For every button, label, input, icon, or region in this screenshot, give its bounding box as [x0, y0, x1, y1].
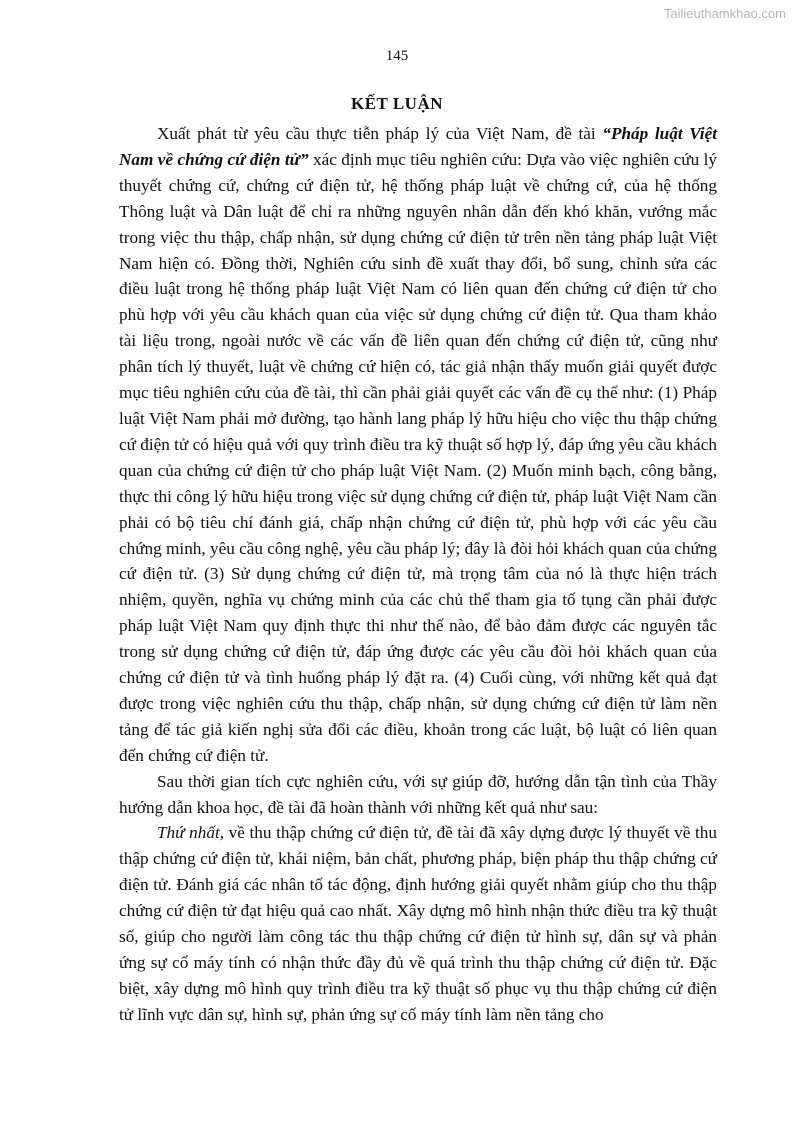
- paragraph-1-intro: Xuất phát từ yêu cầu thực tiễn pháp lý của Việt Nam, đề tài: [157, 124, 603, 143]
- paragraph-3-text: về thu thập chứng cứ điện tử, đề tài đã xây dựng được lý thuyết về thu thập chứng cứ điện tử, khái niệm, bản chất, phương pháp, biện pháp thu thập chứng cứ điện tử. Đánh giá các nhân tố tác động, định hướng giải quyết nhằm giúp cho thu thập chứng cứ điện tử đạt hiệu quả cao nhất. Xây dựng mô hình nhận thức điều tra kỹ thuật số, giúp cho người làm công tác thu thập chứng cứ điện tử hình sự, dân sự và phản ứng sự cố máy tính có nhận thức đầy đủ về quá trình thu thập chứng cứ điện tử. Đặc biệt, xây dựng mô hình quy trình điều tra kỹ thuật số phục vụ thu thập chứng cứ điện tử lĩnh vực dân sự, hình sự, phản ứng sự cố máy tính làm nền tảng cho: [119, 823, 717, 1024]
- paragraph-1: [119, 121, 717, 769]
- paragraph-3: [119, 820, 717, 1027]
- paragraph-3-lead: Thứ nhất,: [157, 823, 225, 843]
- document-body: [119, 121, 717, 1028]
- thesis-title: “Pháp luật Việt Nam về chứng cứ điện tử”: [119, 124, 717, 169]
- paragraph-1-text: xác định mục tiêu nghiên cứu: Dựa vào việc nghiên cứu lý thuyết chứng cứ, chứng cứ điện tử, hệ thống pháp luật về chứng cứ, của hệ thống Thông luật và Dân luật để chỉ ra những nguyên nhân dẫn đến khó khăn, vướng mắc trong việc thu thập, chấp nhận, sử dụng chứng cứ điện tử trên nền tảng pháp luật Việt Nam hiện có. Đồng thời, Nghiên cứu sinh đề xuất thay đổi, bổ sung, chỉnh sửa các điều luật trong hệ thống pháp luật Việt Nam có liên quan đến chứng cứ điện tử cho phù hợp với yêu cầu khách quan của việc sử dụng chứng cứ điện tử. Qua tham khảo tài liệu trong, ngoài nước về các vấn đề liên quan đến chứng cứ điện tử, cũng như phân tích lý thuyết, luật về chứng cứ hiện có, tác giả nhận thấy muốn giải quyết được mục tiêu nghiên cứu của đề tài, thì cần phải giải quyết các vấn đề cụ thể như: (1) Pháp luật Việt Nam phải mở đường, tạo hành lang pháp lý hữu hiệu cho việc thu thập chứng cứ điện tử có hiệu quả với quy trình điều tra kỹ thuật số hợp lý, đáp ứng yêu cầu khách quan của chứng cứ điện tử cho pháp luật Việt Nam. (2) Muốn minh bạch, công bằng, thực thi công lý hữu hiệu trong việc sử dụng chứng cứ điện tử, pháp luật Việt Nam cần phải có bộ tiêu chí đánh giá, chấp nhận chứng cứ điện tử, phù hợp với các yêu cầu chứng minh, yêu cầu công nghệ, yêu cầu pháp lý; đây là đòi hỏi khách quan của chứng cứ điện tử. (3) Sử dụng chứng cứ điện tử, mà trọng tâm của nó là thực hiện trách nhiệm, quyền, nghĩa vụ chứng minh của các chủ thể tham gia tố tụng cần phải được pháp luật Việt Nam quy định thực thi như thế nào, để bảo đảm được các nguyên tắc trong sử dụng chứng cứ điện tử, đáp ứng được các yêu cầu đòi hỏi khách quan của chứng cứ điện tử và tình huống pháp lý đặt ra. (4) Cuối cùng, với những kết quả đạt được trong việc nghiên cứu thu thập, chấp nhận, sử dụng chứng cứ điện tử làm nền tảng để tác giả kiến nghị sửa đổi các điều, khoản trong các luật, bộ luật có liên quan đến chứng cứ điện tử.: [119, 149, 717, 765]
- page-title: KẾT LUẬN: [350, 94, 443, 113]
- paragraph-2: Sau thời gian tích cực nghiên cứu, với sự giúp đỡ, hướng dẫn tận tình của Thầy hướng dẫn khoa học, đề tài đã hoàn thành với những kết quả như sau:: [119, 771, 717, 817]
- page-number: 145: [385, 48, 409, 64]
- watermark: Tailieuthamkhao.com: [663, 6, 786, 21]
